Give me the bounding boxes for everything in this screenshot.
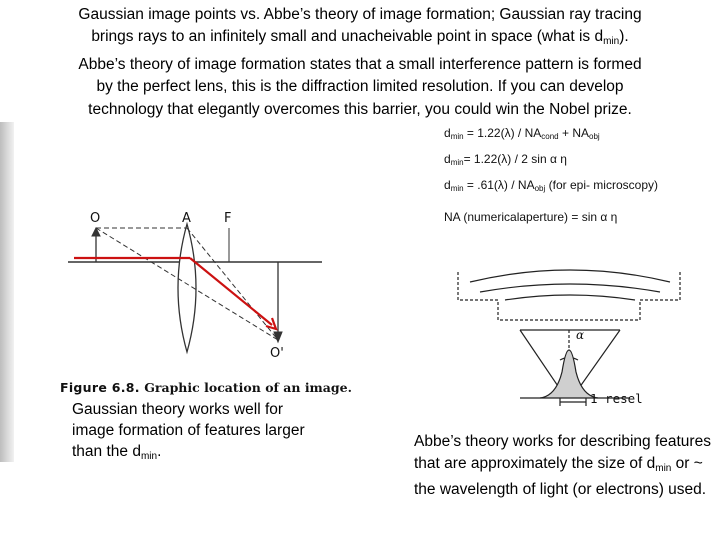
focal-ray: [187, 228, 278, 340]
objective-lens-top: [470, 270, 670, 282]
red-ray-refracted: [190, 258, 272, 325]
header-line-5: technology that elegantly overcomes this barrier, you could win the Nobel prize.: [88, 100, 632, 118]
formula-dmin-cond-obj: $d_{min} = 1.22(\lambda) / NA_{cond} + NA_{obj}$: [444, 126, 600, 141]
caption-gaussian: Gaussian theory works well for image formation of features larger than the $d_{min}$.: [72, 401, 305, 462]
objective-lens-mid: [480, 284, 660, 292]
red-ray-trace: [74, 258, 276, 329]
header-line-4: by the perfect lens, this is the diffraction limited resolution. If you can develop: [96, 78, 624, 96]
figure-caption: Figure 6.8. Graphic location of an image.: [60, 380, 352, 395]
header-line-3: Abbe’s theory of image formation states that a small interference pattern is formed: [78, 55, 642, 73]
label-lens-a: A: [182, 211, 191, 226]
label-image-o-prime: O': [270, 346, 284, 361]
formula-dmin-epi: $d_{min} = .61(\lambda) / NA_{obj}$ (for epi- microscopy): [444, 178, 658, 193]
formula-dmin-sin: $d_{min}= 1.22(\lambda) / 2$ sin α η: [444, 152, 567, 167]
formula-numerical-aperture: NA (numericalaperture) = sin α η: [444, 210, 618, 224]
label-resel: 1 resel: [590, 391, 643, 406]
header-line-2: brings rays to an infinitely small and unacheivable point in space (what is $d_{min}$).: [91, 28, 629, 48]
header-line-1: Gaussian image points vs. Abbe’s theory of image formation; Gaussian ray tracing: [78, 6, 642, 23]
label-focal-f: F: [224, 211, 232, 226]
caption-abbe: Abbe’s theory works for describing features that are approximately the size of $d_{min}$ or ~ the wavelength of light (or electrons) used.: [414, 433, 711, 499]
lens-ray-diagram: [68, 224, 322, 352]
label-object-o: O: [90, 211, 101, 226]
objective-sketch: [458, 270, 680, 406]
objective-lens-inner: [505, 295, 635, 300]
objective-outer-housing: [458, 272, 680, 320]
label-alpha: α: [576, 328, 585, 342]
